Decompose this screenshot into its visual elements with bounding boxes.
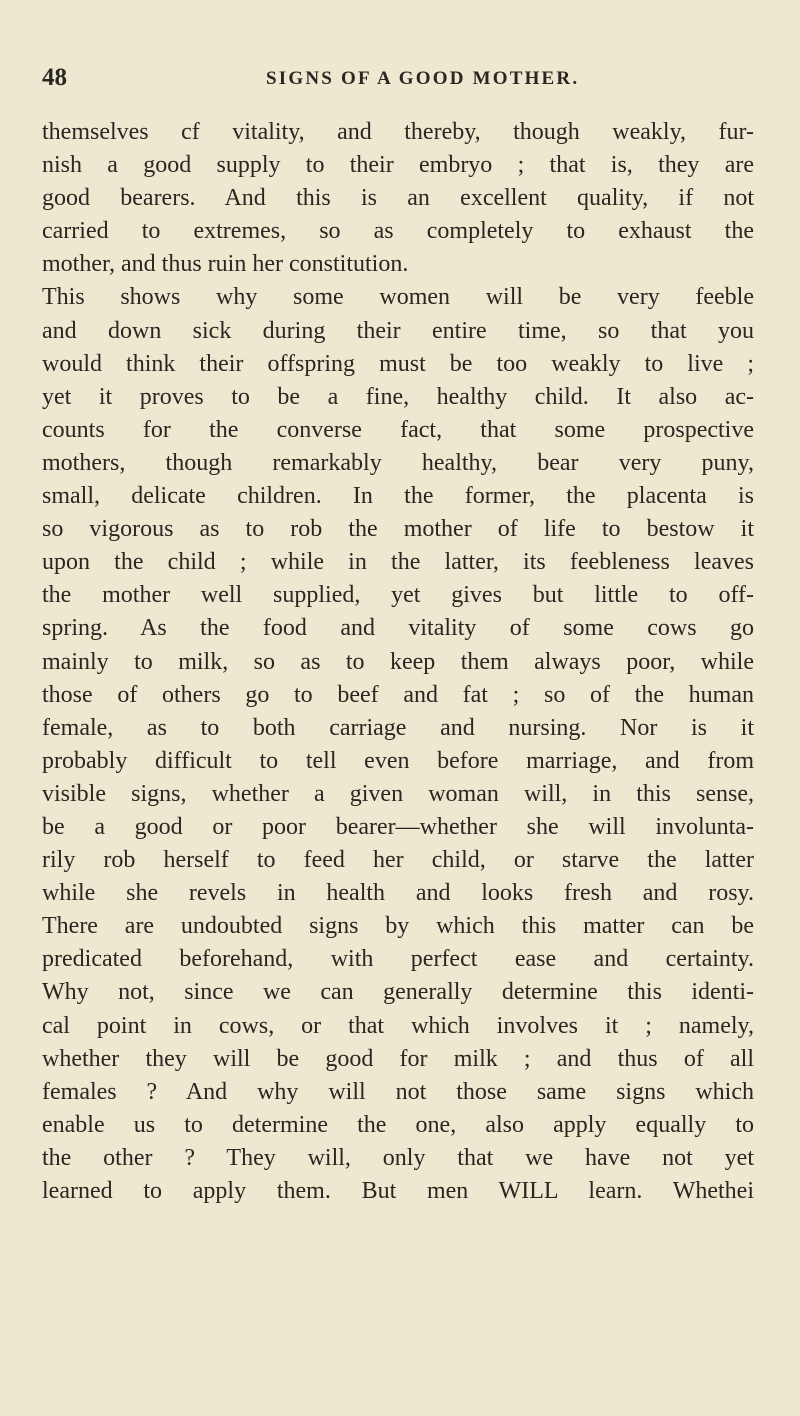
text-line-32: the other ? They will, only that we have not yet [42, 1144, 754, 1171]
text-line-19: female, as to both carriage and nursing. Nor is it [42, 714, 754, 741]
text-line-24: while she revels in health and looks fresh and rosy. [42, 880, 754, 907]
text-line-3: good bearers. And this is an excellent quality, if not [42, 185, 754, 212]
text-line-18: those of others go to beef and fat ; so of the human [42, 681, 754, 708]
text-line-16: spring. As the food and vitality of some cows go [42, 615, 754, 642]
text-line-8: would think their offspring must be too weakly to live ; [42, 350, 754, 377]
text-line-31: enable us to determine the one, also apply equally to [42, 1111, 754, 1138]
text-line-20: probably difficult to tell even before marriage, and from [42, 747, 754, 774]
text-line-30: females ? And why will not those same signs which [42, 1078, 754, 1105]
text-line-11: mothers, though remarkably healthy, bear very puny, [42, 449, 754, 476]
text-line-12: small, delicate children. In the former, the placenta is [42, 483, 754, 510]
text-line-7: and down sick during their entire time, so that you [42, 317, 754, 344]
text-line-21: visible signs, whether a given woman will, in this sense, [42, 780, 754, 807]
page-number: 48 [42, 64, 67, 91]
text-line-25: There are undoubted signs by which this matter can be [42, 913, 754, 940]
text-line-23: rily rob herself to feed her child, or starve the latter [42, 847, 754, 874]
text-line-29: whether they will be good for milk ; and thus of all [42, 1045, 754, 1072]
text-line-26: predicated beforehand, with perfect ease and certainty. [42, 946, 754, 973]
text-line-27: Why not, since we can generally determine this identi- [42, 979, 754, 1006]
text-line-10: counts for the converse fact, that some prospective [42, 416, 754, 443]
running-head [42, 64, 762, 98]
text-line-6: This shows why some women will be very feeble [42, 284, 754, 311]
text-line-4: carried to extremes, so as completely to exhaust the [42, 218, 754, 245]
body-text [42, 116, 754, 1208]
running-title: SIGNS OF A GOOD MOTHER. [266, 68, 580, 89]
text-line-1: themselves cf vitality, and thereby, though weakly, fur- [42, 119, 754, 145]
text-line-9: yet it proves to be a fine, healthy child. It also ac- [42, 383, 754, 410]
text-line-22: be a good or poor bearer—whether she will involunta- [42, 813, 754, 840]
text-line-17: mainly to milk, so as to keep them always poor, while [42, 648, 754, 675]
text-line-14: upon the child ; while in the latter, its feebleness leaves [42, 549, 754, 576]
text-line-15: the mother well supplied, yet gives but little to off- [42, 582, 754, 609]
text-line-28: cal point in cows, or that which involves it ; namely, [42, 1012, 754, 1039]
text-line-2: nish a good supply to their embryo ; that is, they are [42, 152, 754, 179]
text-line-33: learned to apply them. But men WILL learn. Whethei [42, 1178, 754, 1204]
text-line-13: so vigorous as to rob the mother of life to bestow it [42, 516, 754, 543]
text-line-5: mother, and thus ruin her constitution. [42, 251, 409, 278]
